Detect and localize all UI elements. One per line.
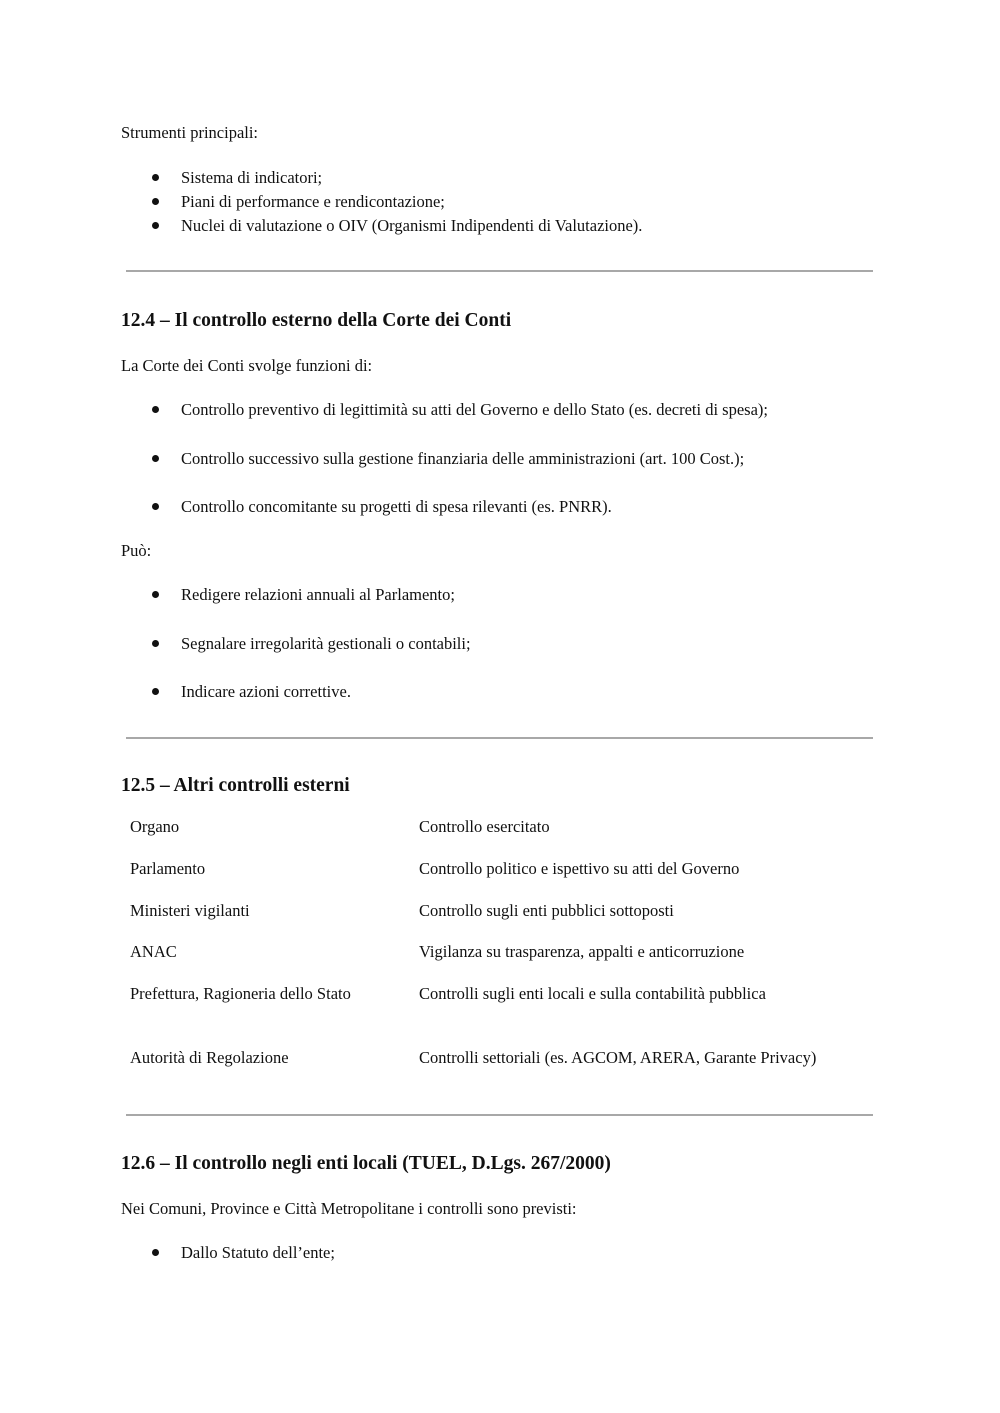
table-cell: Parlamento: [130, 859, 206, 878]
table-cell: Vigilanza su trasparenza, appalti e anticorruzione: [419, 942, 745, 961]
horizontal-divider: [126, 737, 873, 739]
table-cell: Prefettura, Ragioneria dello Stato: [130, 984, 351, 1003]
list-item-text: Controllo successivo sulla gestione finanziaria delle amministrazioni (art. 100 Cost.);: [181, 449, 745, 468]
section-heading-12-5: 12.5 – Altri controlli esterni: [121, 775, 350, 796]
table-header-cell: Controllo esercitato: [419, 817, 550, 836]
list-item-text: Piani di performance e rendicontazione;: [181, 192, 445, 211]
section-heading-12-4: 12.4 – Il controllo esterno della Corte dei Conti: [121, 310, 512, 331]
section-12-4-intro: La Corte dei Conti svolge funzioni di:: [121, 356, 373, 375]
list-item-text: Sistema di indicatori;: [181, 168, 323, 187]
bullet-icon: [152, 455, 159, 462]
list-item-text: Segnalare irregolarità gestionali o contabili;: [181, 634, 471, 653]
can-label: Può:: [121, 541, 152, 560]
bullet-icon: [152, 640, 159, 647]
table-cell: Controllo sugli enti pubblici sottoposti: [419, 901, 674, 920]
table-header-cell: Organo: [130, 817, 180, 836]
bullet-icon: [152, 222, 159, 229]
list-item-text: Dallo Statuto dell’ente;: [181, 1243, 335, 1262]
bullet-icon: [152, 591, 159, 598]
bullet-icon: [152, 503, 159, 510]
list-item-text: Redigere relazioni annuali al Parlamento;: [181, 585, 455, 604]
table-cell: Controllo politico e ispettivo su atti del Governo: [419, 859, 740, 878]
section-heading-12-6: 12.6 – Il controllo negli enti locali (TUEL, D.Lgs. 267/2000): [121, 1153, 611, 1174]
horizontal-divider: [126, 270, 873, 272]
bullet-icon: [152, 406, 159, 413]
section-12-6-intro: Nei Comuni, Province e Città Metropolitane i controlli sono previsti:: [121, 1199, 577, 1218]
table-cell: Controlli sugli enti locali e sulla contabilità pubblica: [419, 984, 766, 1003]
intro-label: Strumenti principali:: [121, 123, 259, 142]
bullet-icon: [152, 1249, 159, 1256]
table-cell: Ministeri vigilanti: [130, 901, 250, 920]
bullet-icon: [152, 688, 159, 695]
bullet-icon: [152, 174, 159, 181]
list-item-text: Nuclei di valutazione o OIV (Organismi Indipendenti di Valutazione).: [181, 216, 643, 235]
list-item-text: Controllo concomitante su progetti di spesa rilevanti (es. PNRR).: [181, 497, 612, 516]
list-item-text: Indicare azioni correttive.: [181, 682, 351, 701]
table-cell: ANAC: [130, 942, 177, 961]
horizontal-divider: [126, 1114, 873, 1116]
list-item-text: Controllo preventivo di legittimità su atti del Governo e dello Stato (es. decreti di spesa);: [181, 400, 768, 419]
bullet-icon: [152, 198, 159, 205]
table-cell: Autorità di Regolazione: [130, 1048, 289, 1067]
table-cell: Controlli settoriali (es. AGCOM, ARERA, Garante Privacy): [419, 1048, 817, 1067]
